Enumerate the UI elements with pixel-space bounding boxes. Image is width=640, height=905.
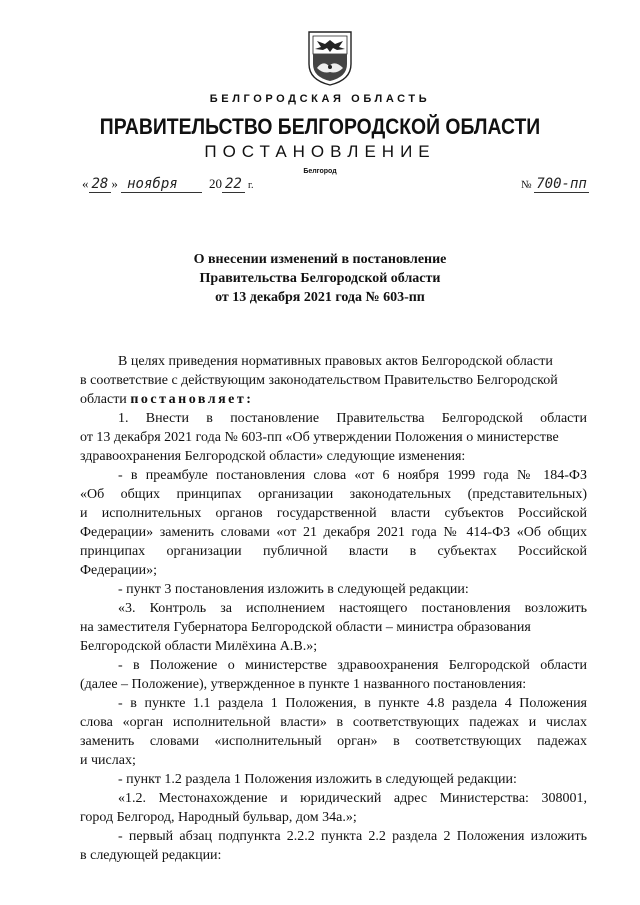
body-line: слова «орган исполнительной власти» в соответствующих падежах и числах	[80, 715, 587, 730]
body-line: - пункт 3 постановления изложить в следующей редакции:	[118, 582, 469, 597]
body-line: 1. Внести в постановление Правительства Белгородской области	[118, 411, 587, 426]
body-line	[80, 390, 587, 409]
title-line: О внесении изменений в постановление	[193, 252, 447, 267]
body-line: заменить словами «исполнительный орган» в соответствующих падежах	[80, 734, 587, 749]
decree-number	[521, 176, 589, 192]
body-line: и исполнительных органов государственной власти субъектов Российской	[80, 506, 587, 521]
date-year: 22	[222, 176, 245, 193]
date-close-quote: »	[111, 176, 118, 191]
decree-verb: постановляет:	[130, 392, 254, 407]
body-line: Белгородской области Милёхина А.В.»;	[80, 639, 318, 654]
body-line: Федерации» заменить словами «от 21 декабря 2021 года № 414-ФЗ «Об общих	[80, 525, 587, 540]
body-line: на заместителя Губернатора Белгородской области – министра образования	[80, 620, 531, 635]
body-line: «Об общих принципах организации законодательных (представительных)	[80, 487, 587, 502]
date-year-prefix: 20	[208, 176, 222, 191]
document-body	[80, 352, 587, 865]
city-name: Белгород	[303, 168, 337, 175]
body-line: здравоохранения Белгородской области» следующие изменения:	[80, 449, 466, 464]
body-line: «1.2. Местонахождение и юридический адрес Министерства: 308001,	[118, 791, 587, 806]
body-line: - в преамбуле постановления слова «от 6 ноября 1999 года № 184-ФЗ	[118, 468, 587, 483]
body-line: город Белгород, Народный бульвар, дом 34а.»;	[80, 810, 357, 825]
date-month: ноября	[121, 176, 202, 193]
date-day: 28	[89, 176, 112, 193]
government-name: ПРАВИТЕЛЬСТВО БЕЛГОРОДСКОЙ ОБЛАСТИ	[99, 114, 541, 139]
body-line: - первый абзац подпункта 2.2.2 пункта 2.2 раздела 2 Положения изложить	[118, 829, 587, 844]
region-name: БЕЛГОРОДСКАЯ ОБЛАСТЬ	[209, 93, 431, 105]
title-line: Правительства Белгородской области	[199, 271, 441, 286]
body-line: Федерации»;	[80, 563, 158, 578]
body-line: принципах организации публичной власти в субъектах Российской	[80, 544, 587, 559]
body-line: - в Положение о министерстве здравоохранения Белгородской области	[118, 658, 587, 673]
body-line: в следующей редакции:	[80, 848, 222, 863]
body-line: и числах;	[80, 753, 136, 768]
body-line: (далее – Положение), утвержденное в пункте 1 названного постановления:	[80, 677, 527, 692]
coat-of-arms-emblem	[305, 30, 355, 86]
title-line: от 13 декабря 2021 года № 603-пп	[215, 290, 425, 305]
body-line: - пункт 1.2 раздела 1 Положения изложить в следующей редакции:	[118, 772, 517, 787]
body-line: - в пункте 1.1 раздела 1 Положения, в пункте 4.8 раздела 4 Положения	[118, 696, 587, 711]
body-line: В целях приведения нормативных правовых актов Белгородской области	[118, 354, 553, 369]
body-line: в соответствие с действующим законодательством Правительство Белгородской	[80, 373, 558, 388]
document-title	[0, 250, 640, 307]
decree-date	[82, 176, 254, 192]
document-type: ПОСТАНОВЛЕНИЕ	[204, 142, 436, 161]
date-year-mark: г.	[248, 180, 254, 191]
date-open-quote: «	[82, 176, 89, 191]
number-label: №	[521, 179, 532, 191]
body-fragment: области	[80, 392, 131, 407]
number-value: 700-пп	[536, 176, 587, 192]
body-line: «3. Контроль за исполнением настоящего постановления возложить	[118, 601, 587, 616]
body-line: от 13 декабря 2021 года № 603-пп «Об утверждении Положения о министерстве	[80, 430, 559, 445]
